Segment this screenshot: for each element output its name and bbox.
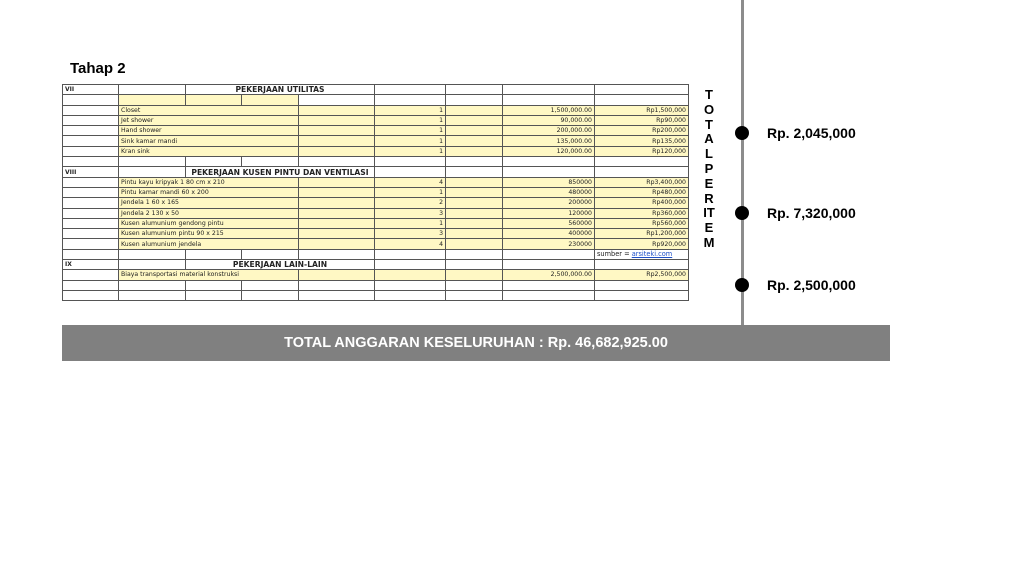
empty-cell [446, 167, 503, 177]
item-total: Rp920,000 [595, 239, 689, 249]
item-qty: 1 [375, 218, 446, 228]
total-utilitas: Rp. 2,045,000 [767, 125, 856, 141]
empty-cell [299, 198, 375, 208]
section-title: PEKERJAAN LAIN-LAIN [186, 260, 375, 270]
section-header-row [63, 167, 689, 177]
item-qty: 3 [375, 229, 446, 239]
empty-cell [503, 85, 595, 95]
empty-cell [119, 167, 186, 177]
empty-cell [299, 208, 375, 218]
item-qty [375, 270, 446, 280]
empty-cell [242, 95, 299, 105]
item-unit-price: 120,000.00 [503, 146, 595, 156]
empty-cell [446, 208, 503, 218]
item-total: Rp120,000 [595, 146, 689, 156]
empty-cell [446, 146, 503, 156]
empty-cell [63, 105, 119, 115]
item-unit-price: 850000 [503, 177, 595, 187]
source-row [63, 249, 689, 259]
empty-cell [595, 157, 689, 167]
item-total: Rp90,000 [595, 115, 689, 125]
empty-cell [299, 290, 375, 300]
empty-cell [242, 290, 299, 300]
table-row [63, 177, 689, 187]
item-unit-price: 2,500,000.00 [503, 270, 595, 280]
empty-cell [186, 157, 242, 167]
empty-cell [375, 290, 446, 300]
empty-cell [63, 146, 119, 156]
empty-cell [375, 260, 446, 270]
empty-cell [186, 95, 242, 105]
empty-cell [446, 177, 503, 187]
item-qty: 1 [375, 126, 446, 136]
table-row [63, 126, 689, 136]
item-name: Jet shower [119, 115, 299, 125]
item-name: Pintu kamar mandi 60 x 200 [119, 187, 299, 197]
table-row [63, 290, 689, 300]
source-label: sumber = [597, 249, 630, 258]
empty-cell [446, 239, 503, 249]
item-name: Sink kamar mandi [119, 136, 299, 146]
empty-cell [299, 218, 375, 228]
total-kusen: Rp. 7,320,000 [767, 205, 856, 221]
timeline-dot [735, 278, 749, 292]
source-cell [595, 249, 689, 259]
section-title: PEKERJAAN UTILITAS [186, 85, 375, 95]
empty-cell [375, 157, 446, 167]
rab-spreadsheet [62, 84, 688, 301]
empty-cell [503, 280, 595, 290]
empty-cell [299, 280, 375, 290]
empty-cell [299, 177, 375, 187]
spreadsheet-body [63, 85, 689, 301]
section-header-row [63, 260, 689, 270]
empty-cell [119, 249, 186, 259]
empty-cell [375, 85, 446, 95]
empty-cell [503, 95, 595, 105]
empty-cell [503, 290, 595, 300]
empty-cell [119, 290, 186, 300]
item-total: Rp135,000 [595, 136, 689, 146]
empty-cell [186, 280, 242, 290]
table-row [63, 208, 689, 218]
item-unit-price: 135,000.00 [503, 136, 595, 146]
timeline-dot [735, 126, 749, 140]
item-name: Jendela 2 130 x 50 [119, 208, 299, 218]
empty-cell [63, 270, 119, 280]
item-qty: 1 [375, 146, 446, 156]
empty-cell [63, 290, 119, 300]
table-row [63, 270, 689, 280]
empty-cell [446, 290, 503, 300]
table-row [63, 198, 689, 208]
source-link[interactable]: arsiteki.com [631, 249, 673, 258]
item-unit-price: 1,500,000.00 [503, 105, 595, 115]
table-row [63, 157, 689, 167]
empty-cell [299, 229, 375, 239]
empty-cell [299, 95, 375, 105]
empty-cell [446, 187, 503, 197]
item-qty: 1 [375, 136, 446, 146]
item-qty: 4 [375, 239, 446, 249]
item-name: Pintu kayu kripyak 1 80 cm x 210 [119, 177, 299, 187]
empty-cell [186, 290, 242, 300]
empty-cell [595, 95, 689, 105]
empty-cell [63, 126, 119, 136]
item-name: Jendela 1 60 x 165 [119, 198, 299, 208]
timeline-line [741, 0, 744, 325]
empty-cell [446, 157, 503, 167]
empty-cell [299, 187, 375, 197]
empty-cell [446, 115, 503, 125]
empty-cell [503, 260, 595, 270]
table-row [63, 280, 689, 290]
empty-cell [119, 95, 186, 105]
item-name: Kusen alumunium gendong pintu [119, 218, 299, 228]
table-row [63, 218, 689, 228]
item-qty: 1 [375, 115, 446, 125]
empty-cell [446, 85, 503, 95]
empty-cell [63, 177, 119, 187]
empty-cell [503, 157, 595, 167]
empty-cell [63, 95, 119, 105]
table-row [63, 187, 689, 197]
item-unit-price: 480000 [503, 187, 595, 197]
empty-cell [299, 115, 375, 125]
empty-cell [375, 249, 446, 259]
empty-cell [63, 198, 119, 208]
empty-cell [299, 105, 375, 115]
empty-cell [63, 115, 119, 125]
empty-cell [242, 157, 299, 167]
item-unit-price: 400000 [503, 229, 595, 239]
item-unit-price: 560000 [503, 218, 595, 228]
empty-cell [119, 260, 186, 270]
section-header-row [63, 85, 689, 95]
table-row [63, 239, 689, 249]
empty-cell [63, 218, 119, 228]
section-code: VII [63, 85, 119, 95]
empty-cell [446, 218, 503, 228]
item-total: Rp200,000 [595, 126, 689, 136]
item-unit-price: 120000 [503, 208, 595, 218]
empty-cell [63, 136, 119, 146]
item-unit-price: 90,000.00 [503, 115, 595, 125]
empty-cell [299, 126, 375, 136]
empty-cell [119, 157, 186, 167]
empty-cell [503, 167, 595, 177]
item-name: Biaya transportasi material konstruksi [119, 270, 299, 280]
table-row [63, 95, 689, 105]
empty-cell [186, 249, 242, 259]
empty-cell [63, 187, 119, 197]
table-row [63, 105, 689, 115]
empty-cell [63, 208, 119, 218]
item-name: Closet [119, 105, 299, 115]
item-name: Hand shower [119, 126, 299, 136]
item-qty: 1 [375, 187, 446, 197]
empty-cell [299, 157, 375, 167]
total-lain-lain: Rp. 2,500,000 [767, 277, 856, 293]
empty-cell [446, 105, 503, 115]
empty-cell [446, 126, 503, 136]
empty-cell [375, 280, 446, 290]
item-total: Rp3,400,000 [595, 177, 689, 187]
table-row [63, 136, 689, 146]
timeline-dot [735, 206, 749, 220]
item-total: Rp560,000 [595, 218, 689, 228]
section-code: IX [63, 260, 119, 270]
empty-cell [242, 280, 299, 290]
item-qty: 1 [375, 105, 446, 115]
empty-cell [375, 167, 446, 177]
empty-cell [375, 95, 446, 105]
item-name: Kusen alumunium pintu 90 x 215 [119, 229, 299, 239]
section-code: VIII [63, 167, 119, 177]
total-per-item-label: TOTAL PER ITEM [703, 87, 715, 250]
item-unit-price: 200,000.00 [503, 126, 595, 136]
empty-cell [446, 280, 503, 290]
table-row [63, 146, 689, 156]
item-qty: 2 [375, 198, 446, 208]
empty-cell [595, 280, 689, 290]
empty-cell [446, 270, 503, 280]
item-qty: 4 [375, 177, 446, 187]
empty-cell [446, 136, 503, 146]
empty-cell [595, 290, 689, 300]
item-unit-price: 200000 [503, 198, 595, 208]
empty-cell [446, 229, 503, 239]
empty-cell [446, 249, 503, 259]
item-total: Rp1,200,000 [595, 229, 689, 239]
item-total: Rp360,000 [595, 208, 689, 218]
empty-cell [299, 270, 375, 280]
empty-cell [446, 260, 503, 270]
empty-cell [299, 136, 375, 146]
empty-cell [63, 249, 119, 259]
item-name: Kusen alumunium jendela [119, 239, 299, 249]
empty-cell [63, 280, 119, 290]
item-qty: 3 [375, 208, 446, 218]
item-total: Rp480,000 [595, 187, 689, 197]
item-total: Rp400,000 [595, 198, 689, 208]
grand-total-banner: TOTAL ANGGARAN KESELURUHAN : Rp. 46,682,925.00 [62, 325, 890, 361]
empty-cell [63, 157, 119, 167]
item-total: Rp1,500,000 [595, 105, 689, 115]
empty-cell [119, 280, 186, 290]
empty-cell [299, 146, 375, 156]
empty-cell [503, 249, 595, 259]
item-total: Rp2,500,000 [595, 270, 689, 280]
section-title: PEKERJAAN KUSEN PINTU DAN VENTILASI [186, 167, 375, 177]
empty-cell [242, 249, 299, 259]
empty-cell [595, 167, 689, 177]
empty-cell [299, 249, 375, 259]
empty-cell [595, 85, 689, 95]
empty-cell [63, 239, 119, 249]
item-name: Kran sink [119, 146, 299, 156]
empty-cell [446, 198, 503, 208]
empty-cell [299, 239, 375, 249]
slide-title: Tahap 2 [70, 60, 126, 77]
empty-cell [119, 85, 186, 95]
empty-cell [446, 95, 503, 105]
item-unit-price: 230000 [503, 239, 595, 249]
table-row [63, 115, 689, 125]
table-row [63, 229, 689, 239]
empty-cell [595, 260, 689, 270]
empty-cell [63, 229, 119, 239]
